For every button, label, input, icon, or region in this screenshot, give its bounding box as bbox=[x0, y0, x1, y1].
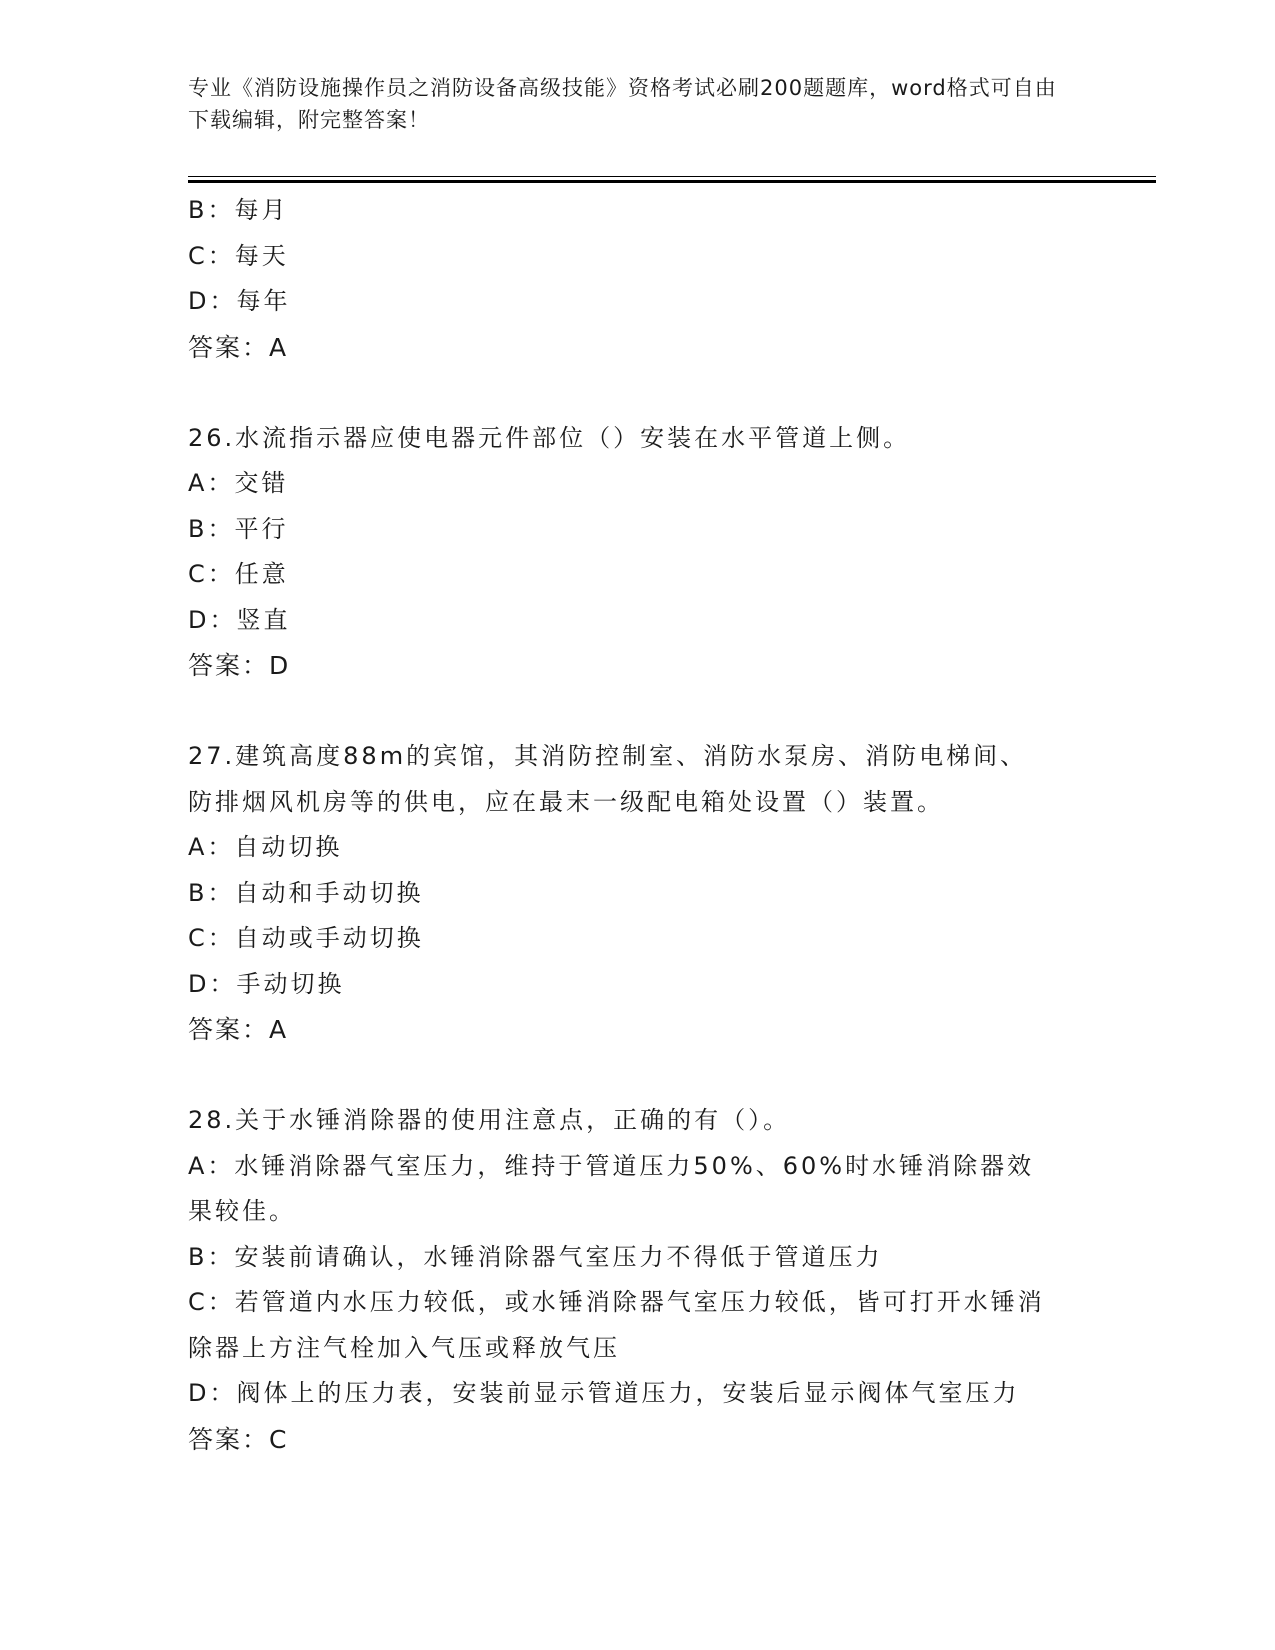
option-c: C：自动或手动切换 bbox=[188, 924, 424, 952]
document-header: 专业《消防设施操作员之消防设备高级技能》资格考试必刷200题题库，word格式可自由下载编辑，附完整答案！ bbox=[188, 76, 1057, 132]
option-d: D：每年 bbox=[188, 287, 291, 315]
option-a: A：交错 bbox=[188, 469, 289, 497]
option-d: D：阀体上的压力表，安装前显示管道压力，安装后显示阀体气室压力 bbox=[188, 1379, 1020, 1407]
header-divider-thin bbox=[188, 176, 1156, 177]
question-27 bbox=[188, 734, 1088, 1053]
answer-text: 答案：A bbox=[188, 332, 289, 362]
option-b: B：平行 bbox=[188, 514, 289, 543]
option-b: B：每月 bbox=[188, 196, 289, 224]
answer-text: 答案：A bbox=[188, 1015, 289, 1044]
option-d: D：手动切换 bbox=[188, 969, 345, 998]
option-c: C：任意 bbox=[188, 560, 289, 588]
answer-text: 答案：D bbox=[188, 651, 291, 680]
option-a: A：水锤消除器气室压力，维持于管道压力50%、60%时水锤消除器效果较佳。 bbox=[188, 1151, 1035, 1225]
option-b: B：安装前请确认，水锤消除器气室压力不得低于管道压力 bbox=[188, 1242, 883, 1271]
question-25-continuation bbox=[188, 188, 1088, 370]
question-28 bbox=[188, 1098, 1088, 1462]
question-26 bbox=[188, 416, 1088, 689]
question-stem: 26.水流指示器应使电器元件部位（）安装在水平管道上侧。 bbox=[188, 423, 911, 452]
question-stem: 28.关于水锤消除器的使用注意点，正确的有（）。 bbox=[188, 1106, 791, 1134]
option-a: A：自动切换 bbox=[188, 833, 343, 861]
option-d: D：竖直 bbox=[188, 605, 291, 634]
option-c: C：每天 bbox=[188, 241, 289, 270]
header-divider-thick bbox=[188, 180, 1156, 183]
question-stem: 27.建筑高度88m的宾馆，其消防控制室、消防水泵房、消防电梯间、防排烟风机房等的供电，应在最末一级配电箱处设置（）装置。 bbox=[188, 742, 1028, 816]
question-list bbox=[188, 188, 1088, 1462]
option-b: B：自动和手动切换 bbox=[188, 878, 424, 907]
option-c: C：若管道内水压力较低，或水锤消除器气室压力较低，皆可打开水锤消除器上方注气栓加入气压或释放气压 bbox=[188, 1288, 1045, 1362]
answer-text: 答案：C bbox=[188, 1424, 289, 1454]
